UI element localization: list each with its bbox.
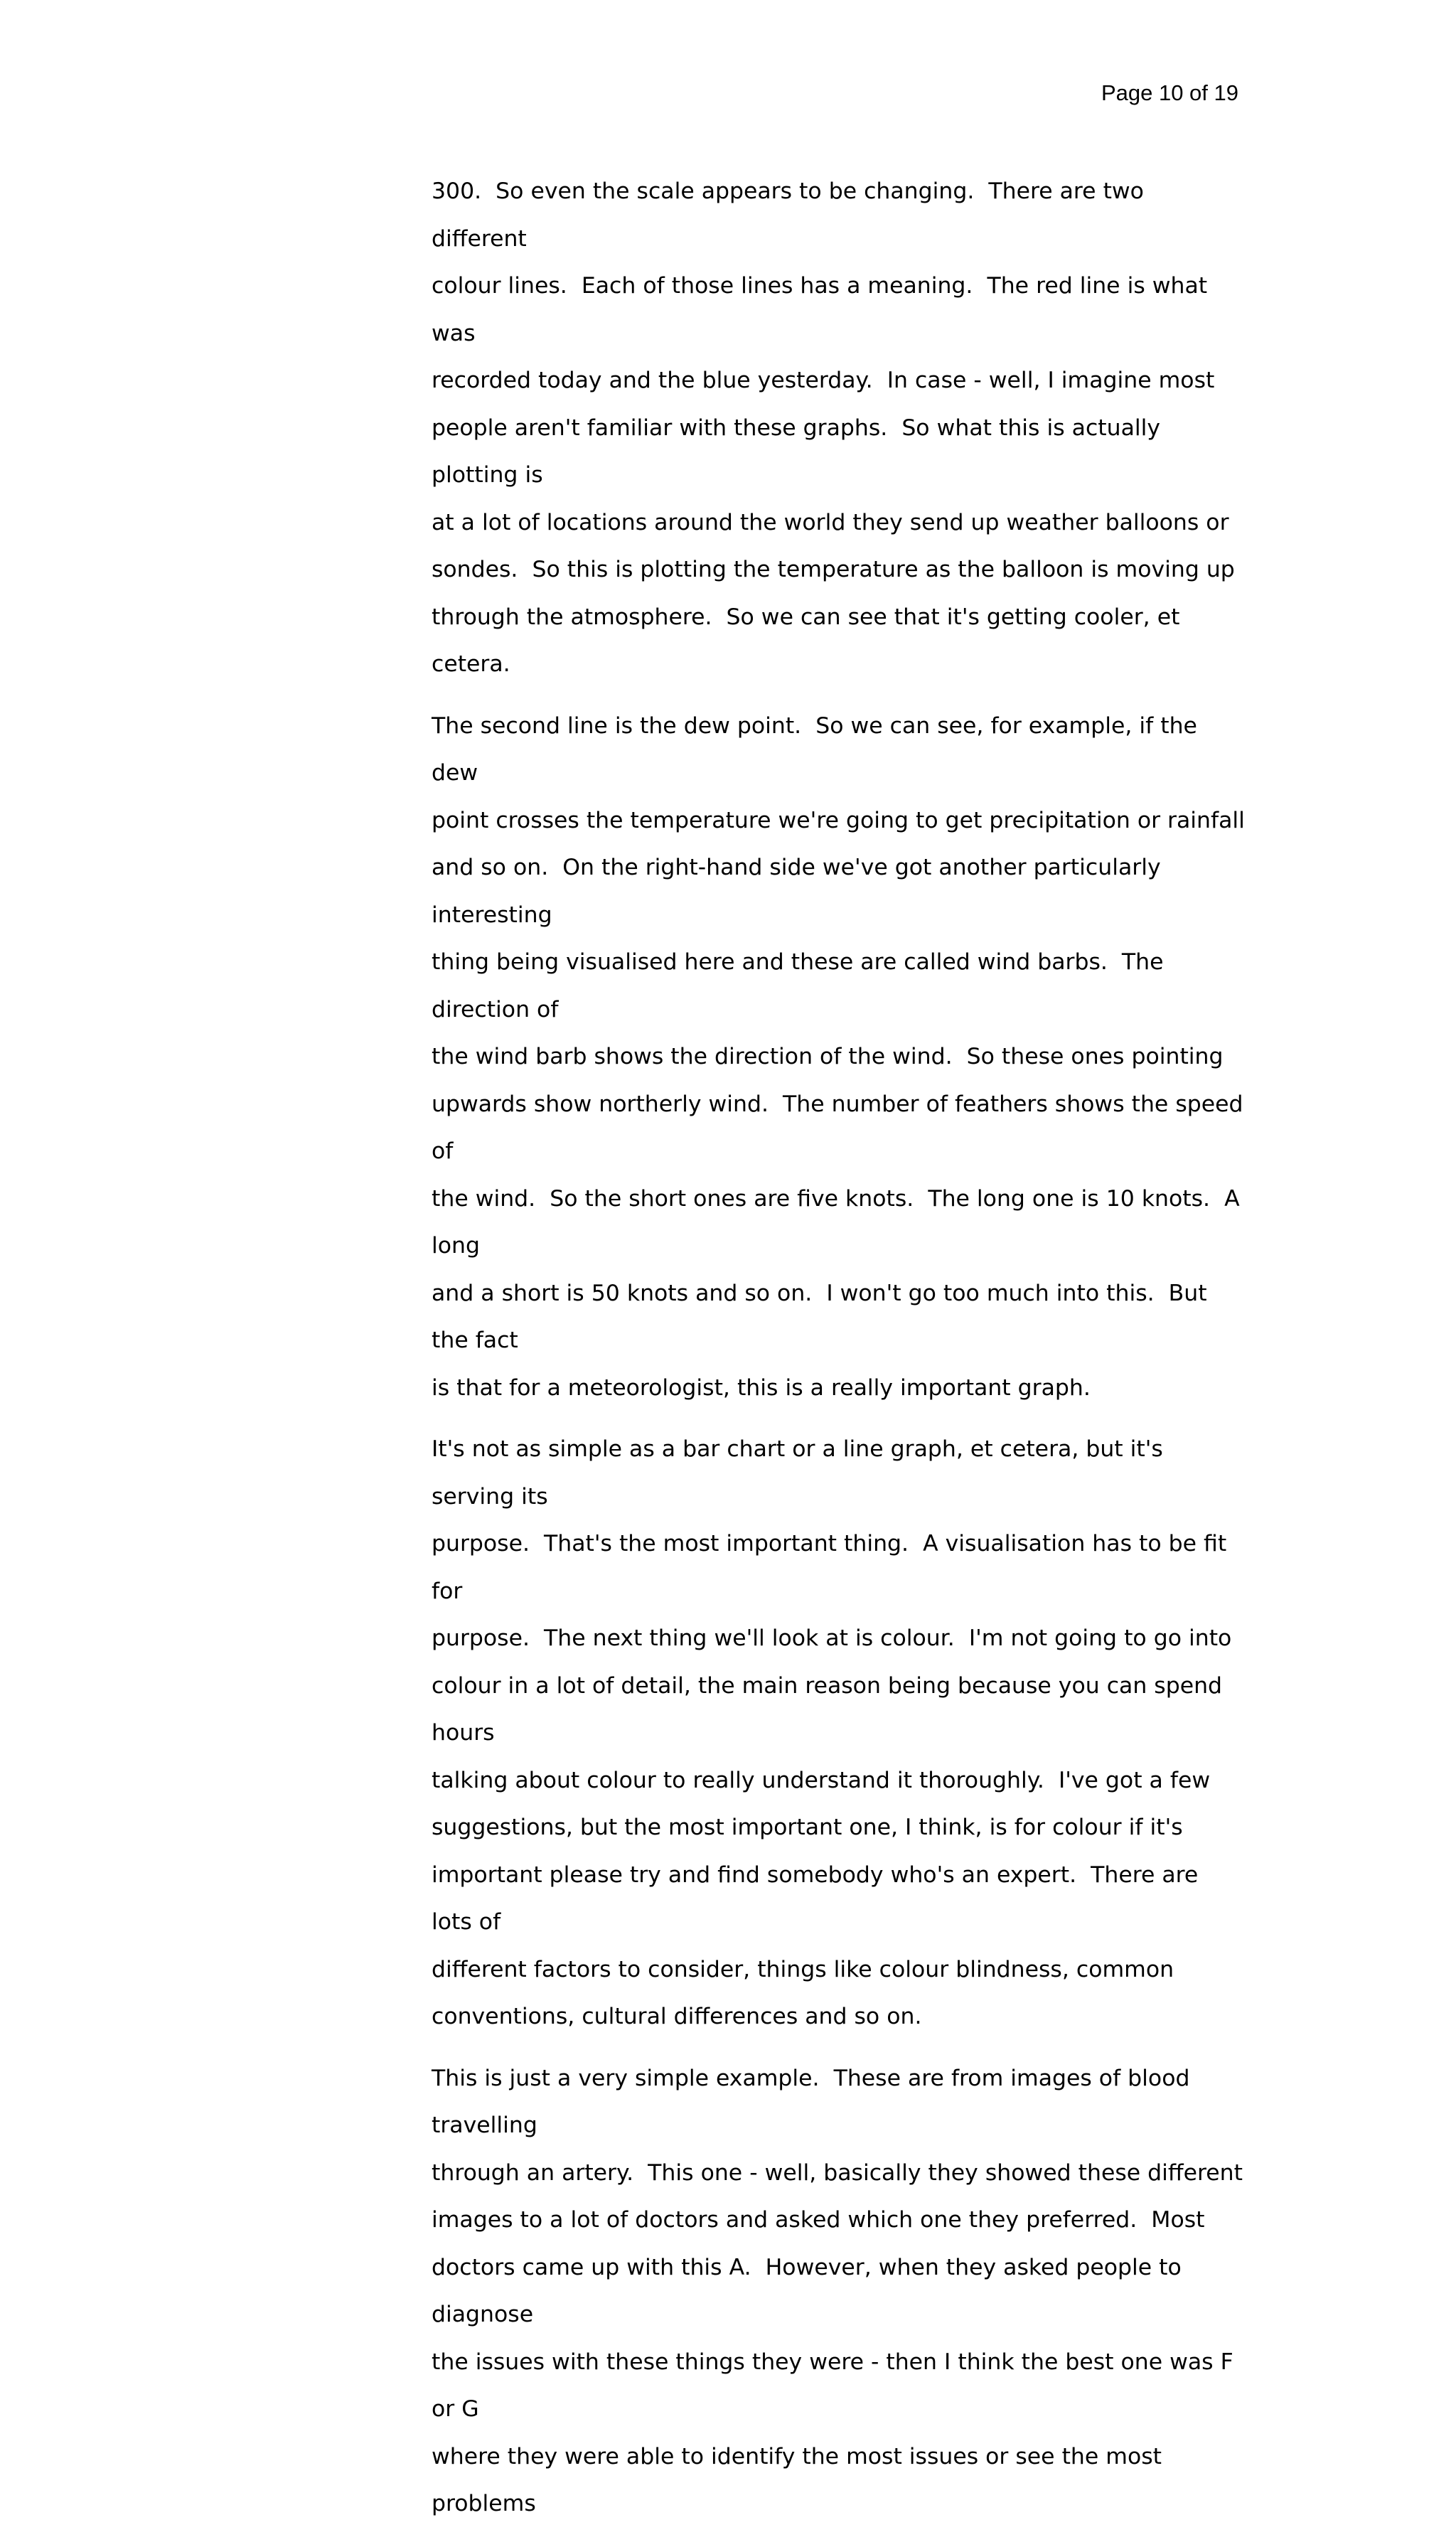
text-line: thing being visualised here and these are called wind barbs. The direction of bbox=[432, 949, 1171, 1022]
text-line: doctors came up with this A. However, when they asked people to diagnose bbox=[432, 2254, 1189, 2327]
text-line: sondes. So this is plotting the temperature as the balloon is moving up bbox=[432, 557, 1235, 582]
text-line: images to a lot of doctors and asked which one they preferred. Most bbox=[432, 2207, 1205, 2233]
page-number: Page 10 of 19 bbox=[1101, 80, 1238, 105]
text-line: upwards show northerly wind. The number of feathers shows the speed of bbox=[432, 1091, 1251, 1164]
text-line: conventions, cultural differences and so on. bbox=[432, 2004, 922, 2029]
text-line: where they were able to identify the most issues or see the most problems bbox=[432, 2443, 1169, 2516]
text-line: colour lines. Each of those lines has a meaning. The red line is what was bbox=[432, 273, 1215, 346]
text-line: purpose. That's the most important thing. A visualisation has to be fit for bbox=[432, 1531, 1234, 1604]
text-line: 300. So even the scale appears to be changing. There are two different bbox=[432, 178, 1151, 252]
text-line: people aren't familiar with these graphs. So what this is actually plotting is bbox=[432, 415, 1168, 488]
paragraph-1 bbox=[432, 168, 1246, 688]
text-line: and so on. On the right-hand side we've got another particularly interesting bbox=[432, 855, 1168, 928]
text-line: and a short is 50 knots and so on. I won't go too much into this. But the fact bbox=[432, 1280, 1214, 1353]
text-line: point crosses the temperature we're going to get precipitation or rainfall bbox=[432, 807, 1245, 833]
text-line: through the atmosphere. So we can see that it's getting cooler, et cetera. bbox=[432, 604, 1187, 677]
text-line: through an artery. This one - well, basically they showed these different bbox=[432, 2159, 1243, 2186]
text-line: recorded today and the blue yesterday. In case - well, I imagine most bbox=[432, 368, 1215, 393]
paragraph-3 bbox=[432, 1426, 1246, 2041]
text-line: It's not as simple as a bar chart or a line graph, et cetera, but it's serving its bbox=[432, 1436, 1170, 1510]
text-line: is that for a meteorologist, this is a really important graph. bbox=[432, 1374, 1091, 1401]
text-line: colour in a lot of detail, the main reason being because you can spend hours bbox=[432, 1672, 1230, 1746]
text-line: the wind barb shows the direction of the wind. So these ones pointing bbox=[432, 1044, 1224, 1069]
text-line: important please try and find somebody who's an expert. There are lots of bbox=[432, 1862, 1206, 1935]
text-line: the wind. So the short ones are five knots. The long one is 10 knots. A long bbox=[432, 1185, 1247, 1259]
text-line: suggestions, but the most important one, I think, is for colour if it's bbox=[432, 1815, 1183, 1840]
body-text bbox=[432, 168, 1251, 2542]
paragraph-2 bbox=[432, 703, 1251, 1412]
text-line: the issues with these things they were - then I think the best one was F or G bbox=[432, 2349, 1241, 2422]
text-line: The second line is the dew point. So we can see, for example, if the dew bbox=[432, 712, 1204, 786]
text-line: purpose. The next thing we'll look at is colour. I'm not going to go into bbox=[432, 1625, 1232, 1651]
text-line: This is just a very simple example. These are from images of blood travelling bbox=[432, 2065, 1197, 2138]
text-line: at a lot of locations around the world they send up weather balloons or bbox=[432, 509, 1229, 535]
paragraph-4 bbox=[432, 2055, 1246, 2528]
text-line: different factors to consider, things like colour blindness, common bbox=[432, 1956, 1174, 1982]
text-line: talking about colour to really understand it thoroughly. I've got a few bbox=[432, 1767, 1211, 1793]
